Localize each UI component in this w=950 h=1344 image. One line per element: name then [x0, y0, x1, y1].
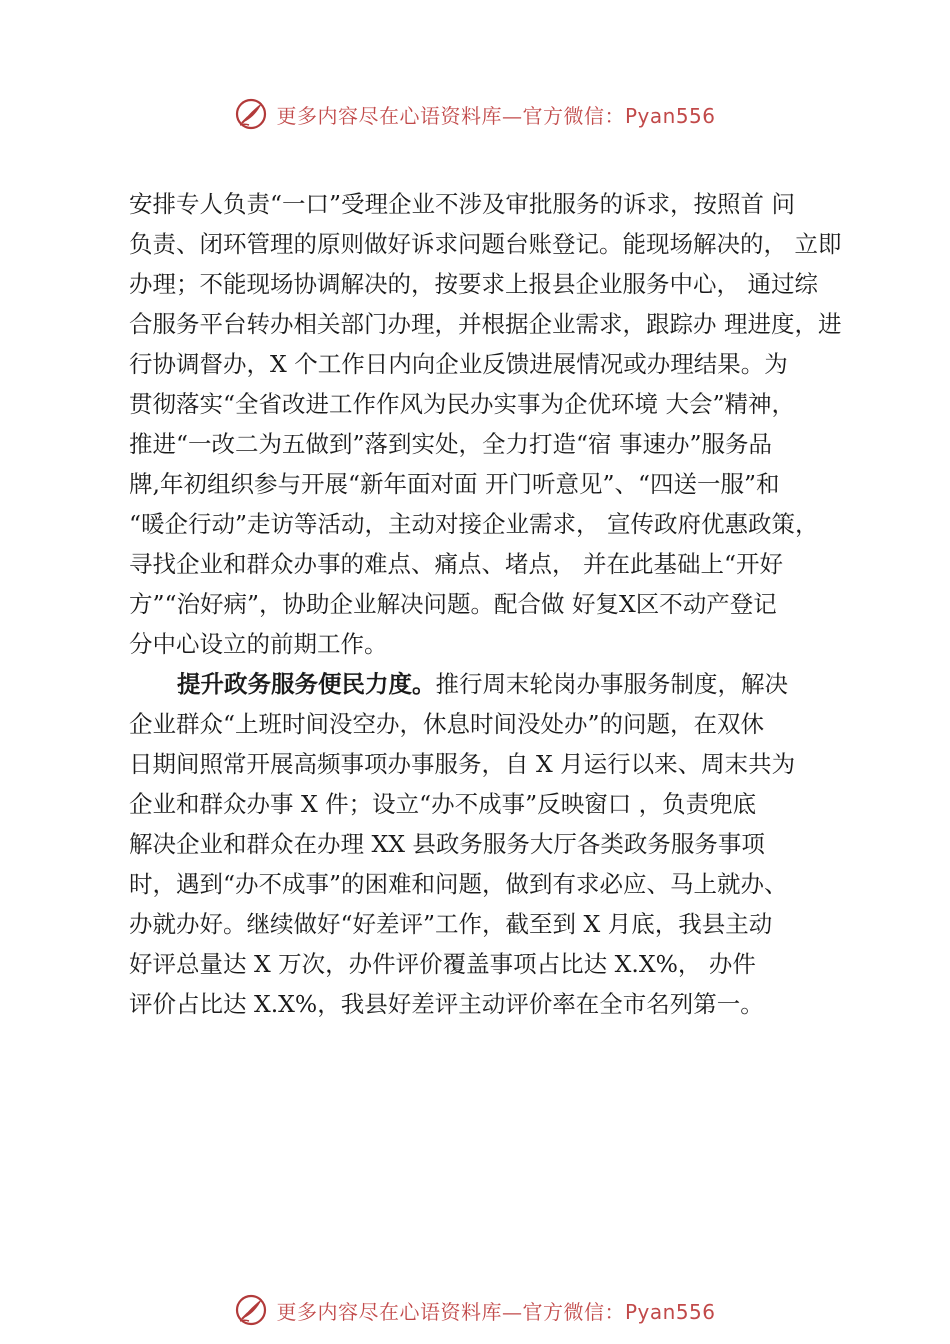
text-line: 日期间照常开展高频事项办事服务，自 X 月运行以来、周末共为	[129, 750, 796, 778]
text-line: 牌,年初组织参与开展“新年面对面 开门听意见”、“四送一服”和	[129, 470, 780, 498]
text-line: 分中心设立的前期工作。	[129, 630, 388, 658]
text-line: 安排专人负责“一口”受理企业不涉及审批服务的诉求，按照首 问	[129, 190, 795, 218]
header-watermark	[0, 92, 950, 136]
footer-watermark	[0, 1288, 950, 1332]
text-line: 推进“一改二为五做到”落到实处，全力打造“宿 事速办”服务品	[129, 430, 773, 458]
text-line: 企业群众“上班时间没空办，休息时间没处办”的问题，在双休	[129, 710, 765, 738]
text-line: 行协调督办，X 个工作日内向企业反馈进展情况或办理结果。为	[129, 350, 788, 378]
text-line: 好评总量达 X 万次，办件评价覆盖事项占比达 X.X%， 办件	[129, 950, 756, 978]
text-line	[129, 664, 859, 704]
quill-logo-icon	[234, 97, 268, 131]
watermark-wechat-id: Pyan556	[624, 103, 716, 128]
watermark-text	[276, 1296, 715, 1325]
text-line: 时，遇到“办不成事”的困难和问题，做到有求必应、马上就办、	[129, 870, 788, 898]
watermark-label: 更多内容尽在心语资料库—官方微信：	[276, 1299, 625, 1324]
text-line: 企业和群众办事 X 件；设立“办不成事”反映窗口 ，负责兜底	[129, 790, 757, 818]
text-line: 负责、闭环管理的原则做好诉求问题台账登记。能现场解决的， 立即	[129, 230, 842, 258]
paragraph-1	[129, 184, 859, 664]
paragraph-2	[129, 664, 859, 1024]
document-body	[129, 184, 859, 1024]
text-line: 办就办好。继续做好“好差评”工作，截至到 X 月底，我县主动	[129, 910, 773, 938]
paragraph-heading: 提升政务服务便民力度。	[177, 670, 436, 698]
watermark-text	[276, 100, 715, 129]
text-line: 贯彻落实“全省改进工作作风为民办实事为企优环境 大会”精神，	[129, 390, 795, 418]
text-line: “暖企行动”走访等活动，主动对接企业需求， 宣传政府优惠政策，	[129, 510, 819, 538]
heading-line-rest: 推行周末轮岗办事服务制度，解决	[435, 670, 788, 698]
watermark-label: 更多内容尽在心语资料库—官方微信：	[276, 103, 625, 128]
text-line: 合服务平台转办相关部门办理，并根据企业需求，跟踪办 理进度，进	[129, 310, 842, 338]
text-line: 解决企业和群众在办理 XX 县政务服务大厅各类政务服务事项	[129, 830, 765, 858]
text-line: 评价占比达 X.X%，我县好差评主动评价率在全市名列第一。	[129, 990, 764, 1018]
watermark-wechat-id: Pyan556	[624, 1299, 716, 1324]
text-line: 方”“治好病”，协助企业解决问题。配合做 好复X区不动产登记	[129, 590, 777, 618]
quill-logo-icon	[234, 1293, 268, 1327]
text-line: 办理；不能现场协调解决的，按要求上报县企业服务中心， 通过综	[129, 270, 818, 298]
text-line: 寻找企业和群众办事的难点、痛点、堵点， 并在此基础上“开好	[129, 550, 783, 578]
